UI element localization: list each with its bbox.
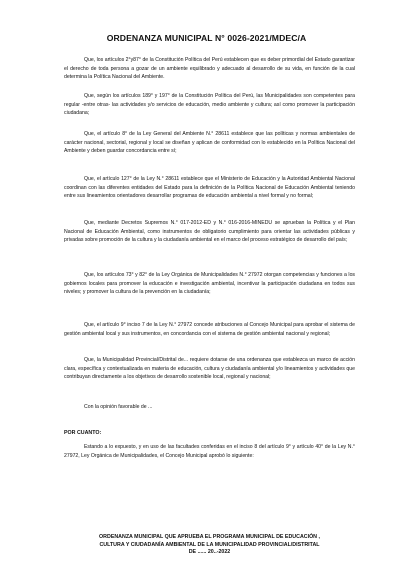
- paragraph-4: Que, el artículo 127° de la Ley N.° 28611 establece que el Ministerio de Educación y la Autoridad Ambiental Nacional coordinan con las diferentes entidades del Estado para la definición de la Política Nacional de Educación Ambiental teniendo entre sus lineamientos orientadores desarrollar programas de educación ambiental a nivel formal y no formal;: [64, 176, 355, 200]
- footer-line-3: DE ...... 20..-2022: [188, 549, 231, 556]
- footer-line-2: CULTURA Y CIUDADANÍA AMBIENTAL DE LA MUNICIPALIDAD PROVINCIAL/DISTRITAL: [99, 541, 320, 548]
- paragraph-2: Que, según los artículos 189° y 197° de la Constitución Política del Perú, las Municipalidades son competentes para regular -entre otras- las actividades y/o servicios de educación, medio ambiente y cultura; así como promover la participación ciudadana;: [64, 93, 355, 117]
- document-title: ORDENANZA MUNICIPAL N° 0026-2021/MDEC/A: [106, 33, 307, 43]
- closing-paragraph: Estando a lo expuesto, y en uso de las facultades conferidas en el inciso 8 del artículo 9° y artículo 40° de la Ley N.° 27972, Ley Orgánica de Municipalidades, el Concejo Municipal aprobó lo siguiente:: [64, 444, 355, 459]
- paragraph-8: Que, la Municipalidad Provincial/Distrital de... requiere dotarse de una ordenanza que establezca un marco de acción clara, específica y contextualizada en materia de educación, cultura y ciudadanía ambiental y/o lineamientos y actividades que contribuyan directamente a los objetivos de desarrollo sostenible local, regional y nacional;: [64, 357, 355, 381]
- por-cuanto-label: POR CUANTO:: [64, 430, 102, 436]
- footer-line-1: ORDENANZA MUNICIPAL QUE APRUEBA EL PROGRAMA MUNICIPAL DE EDUCACIÓN ,: [99, 534, 320, 540]
- paragraph-1: Que, los artículos 2°y87° de la Constitución Política del Perú establecen que es deber primordial del Estado garantizar el derecho de toda persona a gozar de un ambiente equilibrado y adecuado al desarrollo de su vida, en función de la cual determina la Política Nacional del Ambiente.: [64, 57, 355, 81]
- paragraph-7: Que, el artículo 9° inciso 7 de la Ley N.° 27972 concede atribuciones al Concejo Municipal para aprobar el sistema de gestión ambiental local y sus instrumentos, en concordancia con el sistema de gestión ambiental nacional y regional;: [64, 322, 355, 337]
- paragraph-3: Que, el artículo 8° de la Ley General del Ambiente N.° 28611 establece que las políticas y normas ambientales de carácter nacional, sectorial, regional y local se diseñan y aplican de conformidad con lo establecido en la Política Nacional del Ambiente y deben guardar concordancia entre sí;: [64, 131, 355, 155]
- paragraph-5: Que, mediante Decretos Supremos N.° 017-2012-ED y N.° 016-2016-MINEDU se aprueban la Política y el Plan Nacional de Educación Ambiental, como instrumentos de obligatorio cumplimiento para orientar las actividades públicas y privadas sobre promoción de la cultura y la ciudadanía ambiental en el marco del proceso estratégico de desarrollo del país;: [64, 220, 355, 244]
- paragraph-9: Con la opinión favorable de ...: [84, 404, 153, 410]
- ordinance-footer-title: [64, 534, 355, 557]
- paragraph-6: Que, los artículos 73° y 82° de la Ley Orgánica de Municipalidades N.° 27972 otorgan competencias y funciones a los gobiernos locales para promover la educación e investigación ambiental, incentivar la participación ciudadana en todos sus niveles; y promover la cultura de la prevención en la ciudadanía;: [64, 272, 355, 296]
